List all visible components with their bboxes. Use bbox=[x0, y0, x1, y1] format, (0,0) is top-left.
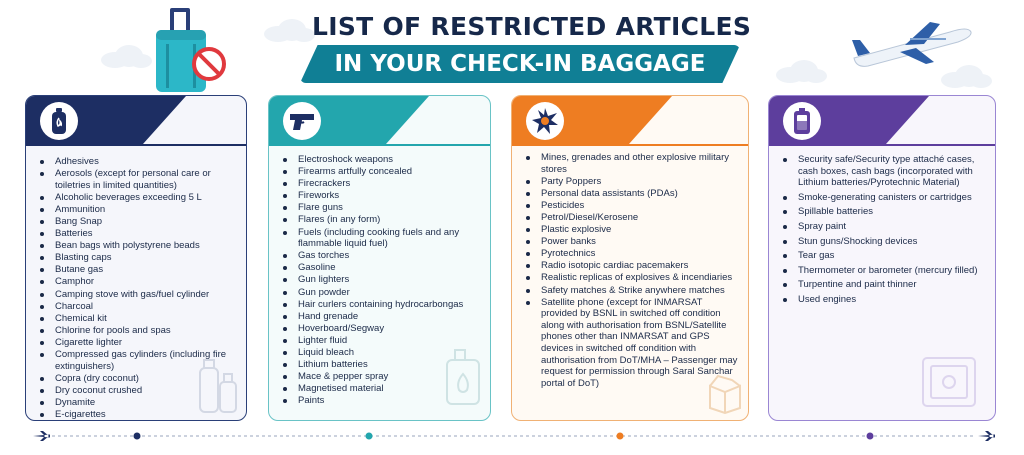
list-item: Safety matches & Strike anywhere matches bbox=[524, 285, 740, 297]
list-item: Gasoline bbox=[281, 262, 482, 274]
list-item: Pyrotechnics bbox=[524, 248, 740, 260]
fuel-canister-icon bbox=[443, 346, 483, 408]
battery-icon bbox=[783, 102, 821, 140]
list-item: Paints bbox=[281, 395, 482, 407]
list-item: Hair curlers containing hydrocarbongas bbox=[281, 299, 482, 311]
list-item: Used engines bbox=[781, 294, 987, 306]
box-icon bbox=[704, 368, 746, 414]
timeline-divider bbox=[0, 428, 1024, 444]
list-item: Firecrackers bbox=[281, 178, 482, 190]
card-header-divider bbox=[269, 144, 490, 146]
airplane-icon bbox=[850, 18, 975, 70]
list-item: Pesticides bbox=[524, 200, 740, 212]
list-item: Lighter fluid bbox=[281, 335, 482, 347]
list-item: Security safe/Security type attaché cases, cash boxes, cash bags (incorporated with Lithium batteries/Pyrotechnic Material) bbox=[781, 154, 987, 189]
list-item: Chemical kit bbox=[38, 313, 238, 325]
list-item: Fuels (including cooking fuels and any flammable liquid fuel) bbox=[281, 227, 482, 250]
list-item: Spray paint bbox=[781, 221, 987, 233]
list-item: Party Poppers bbox=[524, 176, 740, 188]
aerosol-can-icon bbox=[40, 102, 78, 140]
list-item: Gun powder bbox=[281, 287, 482, 299]
list-item: Spillable batteries bbox=[781, 206, 987, 218]
card-header-divider bbox=[769, 144, 995, 146]
page-title: LIST OF RESTRICTED ARTICLES bbox=[312, 12, 752, 41]
list-item: Chlorine for pools and spas bbox=[38, 325, 238, 337]
restricted-items-list bbox=[781, 154, 987, 309]
safe-icon bbox=[919, 352, 981, 414]
list-item: Batteries bbox=[38, 228, 238, 240]
list-item: Adhesives bbox=[38, 156, 238, 168]
pistol-icon bbox=[283, 102, 321, 140]
list-item: Blasting caps bbox=[38, 252, 238, 264]
list-item: Compressed gas cylinders (including fire extinguishers) bbox=[38, 349, 238, 372]
list-item: Camphor bbox=[38, 276, 238, 288]
list-item: Hoverboard/Segway bbox=[281, 323, 482, 335]
cloud-icon bbox=[95, 40, 155, 70]
cloud-icon bbox=[770, 55, 830, 85]
list-item: Aerosols (except for personal care or toiletries in limited quantities) bbox=[38, 168, 238, 191]
list-item: Satellite phone (except for INMARSAT provided by BSNL in switched off condition along with authorisation from BSNL/Satellite phones other than INMARSAT and GPS devices in switched off condition with authorisation from DoT/MHA – Passenger may request for permission through Saral Sanchar portal of DoT) bbox=[524, 297, 740, 390]
list-item: Thermometer or barometer (mercury filled) bbox=[781, 265, 987, 277]
list-item: Stun guns/Shocking devices bbox=[781, 236, 987, 248]
list-item: Cigarette lighter bbox=[38, 337, 238, 349]
list-item: Fireworks bbox=[281, 190, 482, 202]
list-item: Flares (in any form) bbox=[281, 214, 482, 226]
list-item: E-cigarettes bbox=[38, 409, 238, 421]
list-item: Magnetised material bbox=[281, 383, 482, 395]
list-item: Hand grenade bbox=[281, 311, 482, 323]
list-item: Alcoholic beverages exceeding 5 L bbox=[38, 192, 238, 204]
list-item: Liquid bleach bbox=[281, 347, 482, 359]
list-item: Gun lighters bbox=[281, 274, 482, 286]
list-item: Plastic explosive bbox=[524, 224, 740, 236]
list-item: Butane gas bbox=[38, 264, 238, 276]
list-item: Dynamite bbox=[38, 397, 238, 409]
list-item: Bean bags with polystyrene beads bbox=[38, 240, 238, 252]
explosion-icon bbox=[526, 102, 564, 140]
restricted-list-card-3 bbox=[511, 95, 749, 421]
page-subtitle: IN YOUR CHECK-IN BAGGAGE bbox=[334, 51, 706, 77]
list-item: Tear gas bbox=[781, 250, 987, 262]
restricted-items-list bbox=[524, 152, 740, 390]
cloud-icon bbox=[258, 14, 318, 44]
list-item: Gas torches bbox=[281, 250, 482, 262]
list-item: Radio isotopic cardiac pacemakers bbox=[524, 260, 740, 272]
list-item: Electroshock weapons bbox=[281, 154, 482, 166]
restricted-list-card-2 bbox=[268, 95, 491, 421]
list-item: Power banks bbox=[524, 236, 740, 248]
list-item: Camping stove with gas/fuel cylinder bbox=[38, 289, 238, 301]
list-item: Petrol/Diesel/Kerosene bbox=[524, 212, 740, 224]
list-item: Charcoal bbox=[38, 301, 238, 313]
list-item: Smoke-generating canisters or cartridges bbox=[781, 192, 987, 204]
card-header-divider bbox=[26, 144, 246, 146]
list-item: Personal data assistants (PDAs) bbox=[524, 188, 740, 200]
restricted-list-card-4 bbox=[768, 95, 996, 421]
list-item: Turpentine and paint thinner bbox=[781, 279, 987, 291]
list-item: Mines, grenades and other explosive military stores bbox=[524, 152, 740, 175]
list-item: Bang Snap bbox=[38, 216, 238, 228]
list-item: Flare guns bbox=[281, 202, 482, 214]
list-item: Copra (dry coconut) bbox=[38, 373, 238, 385]
restricted-list-card-1 bbox=[25, 95, 247, 421]
aerosol-can-icon bbox=[194, 354, 242, 416]
list-item: Ammunition bbox=[38, 204, 238, 216]
list-item: Realistic replicas of explosives & incendiaries bbox=[524, 272, 740, 284]
list-item: Mace & pepper spray bbox=[281, 371, 482, 383]
card-header-divider bbox=[512, 144, 748, 146]
prohibited-icon bbox=[192, 47, 226, 81]
list-item: Firearms artfully concealed bbox=[281, 166, 482, 178]
list-item: Lithium batteries bbox=[281, 359, 482, 371]
list-item: Dry coconut crushed bbox=[38, 385, 238, 397]
